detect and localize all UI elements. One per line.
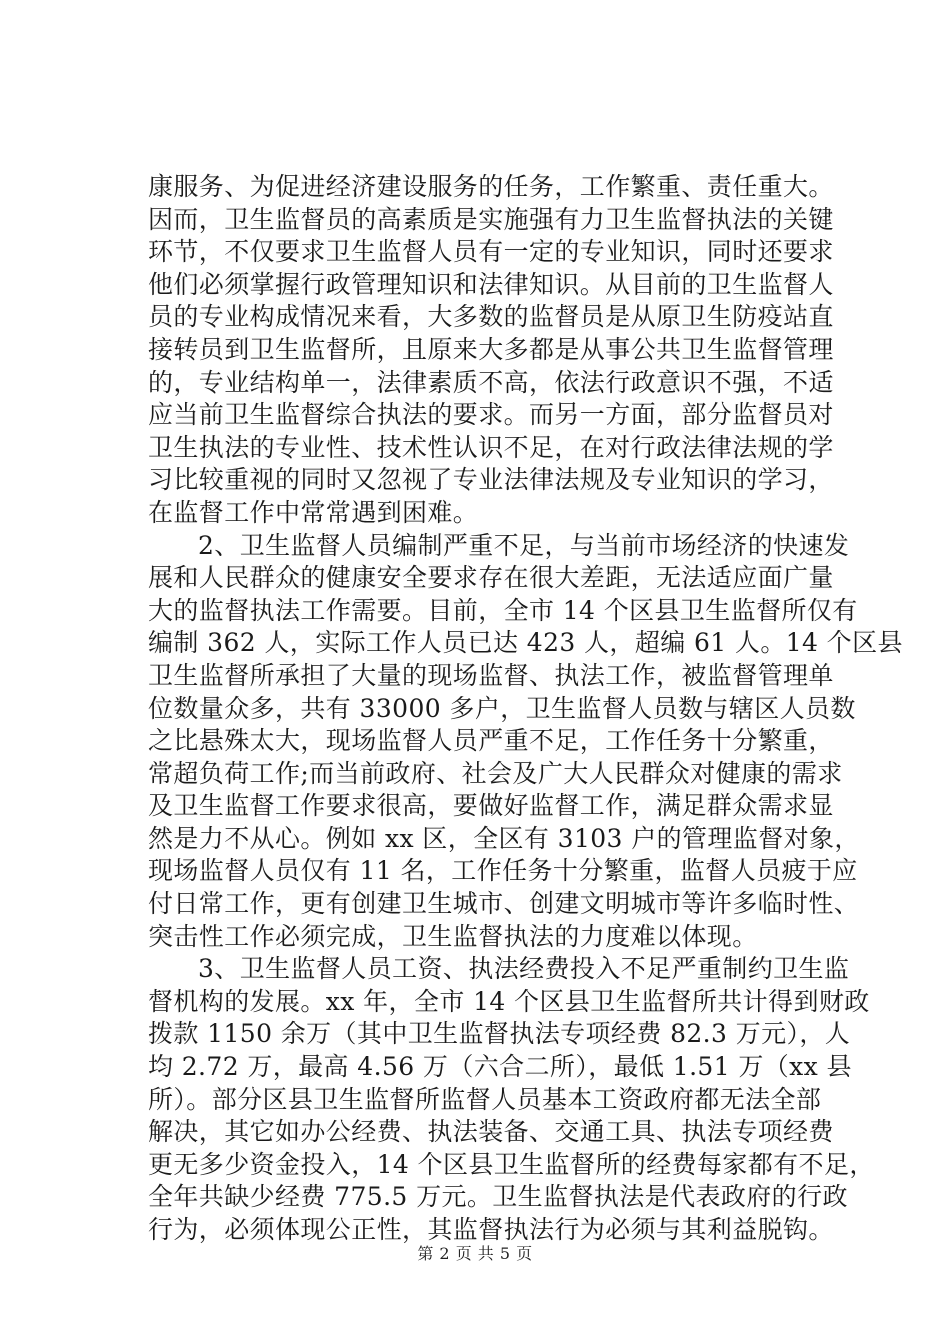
text-line: 卫生执法的专业性、技术性认识不足，在对行政法律法规的学 [148, 432, 834, 462]
text-line: 因而，卫生监督员的高素质是实施强有力卫生监督执法的关键 [148, 204, 834, 234]
paragraph-3 [148, 953, 875, 1246]
text-line: 拨款 1150 余万（其中卫生监督执法专项经费 82.3 万元），人 [148, 1019, 851, 1049]
paragraph-2 [148, 530, 903, 954]
text-line: 习比较重视的同时又忽视了专业法律法规及专业知识的学习， [148, 465, 834, 495]
text-line: 大的监督执法工作需要。目前，全市 14 个区县卫生监督所仅有 [148, 595, 858, 625]
text-line: 应当前卫生监督综合执法的要求。而另一方面，部分监督员对 [148, 400, 834, 430]
paragraph-1 [148, 171, 838, 530]
text-line: 2、卫生监督人员编制严重不足，与当前市场经济的快速发 [198, 530, 850, 560]
text-line: 位数量众多，共有 33000 多户，卫生监督人员数与辖区人员数 [148, 693, 856, 723]
text-line: 均 2.72 万，最高 4.56 万（六合二所），最低 1.51 万（xx 县 [148, 1052, 852, 1082]
text-line: 环节，不仅要求卫生监督人员有一定的专业知识，同时还要求 [148, 237, 834, 267]
document-body [148, 171, 903, 1247]
text-line: 及卫生监督工作要求很高，要做好监督工作，满足群众需求显 [148, 791, 834, 821]
text-line: 所）。部分区县卫生监督所监督人员基本工资政府都无法全部 [148, 1084, 822, 1114]
text-line: 接转员到卫生监督所，且原来大多都是从事公共卫生监督管理 [148, 334, 834, 364]
text-line: 然是力不从心。例如 xx 区，全区有 3103 户的管理监督对象， [148, 823, 860, 853]
text-line: 行为，必须体现公正性，其监督执法行为必须与其利益脱钩。 [148, 1215, 834, 1244]
text-line: 编制 362 人，实际工作人员已达 423 人，超编 61 人。14 个区县 [148, 628, 903, 658]
text-line: 付日常工作，更有创建卫生城市、创建文明城市等许多临时性、 [148, 889, 860, 919]
text-line: 全年共缺少经费 775.5 万元。卫生监督执法是代表政府的行政 [148, 1182, 848, 1212]
text-line: 督机构的发展。xx 年，全市 14 个区县卫生监督所共计得到财政 [148, 986, 870, 1016]
text-line: 3、卫生监督人员工资、执法经费投入不足严重制约卫生监 [198, 954, 850, 984]
text-line: 展和人民群众的健康安全要求存在很大差距，无法适应面广量 [148, 563, 834, 593]
text-line: 解决，其它如办公经费、执法装备、交通工具、执法专项经费 [148, 1117, 834, 1147]
text-line: 康服务、为促进经济建设服务的任务，工作繁重、责任重大。 [148, 172, 834, 201]
text-line: 在监督工作中常常遇到困难。 [148, 497, 479, 527]
text-line: 员的专业构成情况来看，大多数的监督员是从原卫生防疫站直 [148, 302, 834, 332]
text-line: 更无多少资金投入，14 个区县卫生监督所的经费每家都有不足， [148, 1149, 875, 1179]
text-line: 他们必须掌握行政管理知识和法律知识。从目前的卫生监督人 [148, 269, 834, 299]
text-line: 常超负荷工作;而当前政府、社会及广大人民群众对健康的需求 [148, 758, 843, 788]
text-line: 的，专业结构单一，法律素质不高，依法行政意识不强，不适 [148, 367, 834, 397]
text-line: 突击性工作必须完成，卫生监督执法的力度难以体现。 [148, 921, 758, 951]
page-number: 第 2 页 共 5 页 [417, 1244, 533, 1263]
text-line: 现场监督人员仅有 11 名，工作任务十分繁重，监督人员疲于应 [148, 856, 858, 886]
text-line: 卫生监督所承担了大量的现场监督、执法工作，被监督管理单 [148, 660, 834, 690]
text-line: 之比悬殊太大，现场监督人员严重不足，工作任务十分繁重， [148, 726, 834, 756]
